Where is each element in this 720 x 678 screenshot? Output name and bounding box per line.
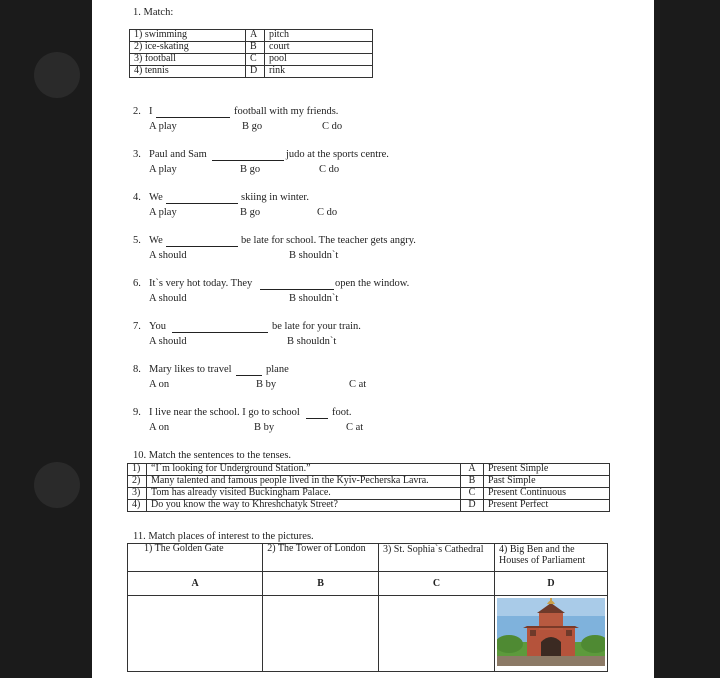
ex1-word: pitch <box>265 30 373 42</box>
right-background <box>654 0 720 678</box>
option[interactable]: A on <box>149 379 170 390</box>
left-background <box>0 0 92 678</box>
ex10-sentence: Many talented and famous people lived in the Kyiv-Pecherska Lavra. <box>147 476 461 488</box>
ex10-num: 1) <box>128 464 147 476</box>
question-number: 6. <box>133 278 141 289</box>
question-text: It`s very hot today. They <box>149 278 253 289</box>
question-number: 8. <box>133 364 141 375</box>
question-text: We <box>149 235 163 246</box>
ex10-num: 4) <box>128 500 147 512</box>
option[interactable]: C at <box>349 379 367 390</box>
option[interactable]: B go <box>240 164 261 175</box>
answer-blank[interactable] <box>236 375 262 376</box>
place-name: 3) St. Sophia`s Cathedral <box>378 544 494 572</box>
ex10-letter: D <box>461 500 484 512</box>
worksheet-page <box>92 0 654 678</box>
ex1-word: court <box>265 42 373 54</box>
question-number: 9. <box>133 407 141 418</box>
ex1-item: 2) ice-skating <box>130 42 246 54</box>
picture-cell <box>263 596 379 672</box>
question-text: judo at the sports centre. <box>286 149 389 160</box>
ex10-letter: B <box>461 476 484 488</box>
option[interactable]: B by <box>256 379 277 390</box>
ex1-item: 1) swimming <box>130 30 246 42</box>
picture-cell <box>378 596 494 672</box>
answer-blank[interactable] <box>260 289 334 290</box>
place-name: 2) The Tower of London <box>263 544 379 572</box>
place-name: 1) The Golden Gate <box>128 544 263 572</box>
picture-letter: A <box>128 572 263 596</box>
question-text: Mary likes to travel <box>149 364 232 375</box>
ex1-letter: A <box>246 30 265 42</box>
option[interactable]: C do <box>322 121 343 132</box>
answer-blank[interactable] <box>172 332 268 333</box>
question-text: You <box>149 321 167 332</box>
option[interactable]: A play <box>149 164 177 175</box>
option[interactable]: A should <box>149 250 187 261</box>
answer-blank[interactable] <box>212 160 284 161</box>
ex1-letter: C <box>246 54 265 66</box>
question-number: 5. <box>133 235 141 246</box>
option[interactable]: C do <box>319 164 340 175</box>
ex1-table <box>129 29 373 78</box>
ex11-title: 11. Match places of interest to the pictures. <box>133 531 314 542</box>
question-number: 7. <box>133 321 141 332</box>
option[interactable]: C do <box>317 207 338 218</box>
ex10-title: 10. Match the sentences to the tenses. <box>133 450 292 461</box>
ex11-table <box>127 543 608 672</box>
question-text: football with my friends. <box>234 106 339 117</box>
ex10-tense: Past Simple <box>484 476 610 488</box>
option[interactable]: B shouldn`t <box>289 250 339 261</box>
picture-letter: C <box>378 572 494 596</box>
option[interactable]: A play <box>149 121 177 132</box>
option[interactable]: A should <box>149 336 187 347</box>
option[interactable]: A should <box>149 293 187 304</box>
ex10-table <box>127 463 610 512</box>
ex10-letter: A <box>461 464 484 476</box>
question-number: 3. <box>133 149 141 160</box>
answer-blank[interactable] <box>156 117 230 118</box>
question-text: open the window. <box>335 278 410 289</box>
ex1-letter: D <box>246 66 265 78</box>
ex1-item: 4) tennis <box>130 66 246 78</box>
ex1-title: 1. Match: <box>133 7 174 18</box>
blurred-circle <box>34 462 80 508</box>
ex10-tense: Present Continuous <box>484 488 610 500</box>
question-text: Paul and Sam <box>149 149 207 160</box>
option[interactable]: B by <box>254 422 275 433</box>
option[interactable]: C at <box>346 422 364 433</box>
ex10-tense: Present Perfect <box>484 500 610 512</box>
ex10-sentence: “I`m looking for Underground Station.” <box>147 464 461 476</box>
blurred-circle <box>34 52 80 98</box>
ex10-tense: Present Simple <box>484 464 610 476</box>
question-text: skiing in winter. <box>241 192 309 203</box>
ex10-sentence: Tom has already visited Buckingham Palace. <box>147 488 461 500</box>
ex1-item: 3) football <box>130 54 246 66</box>
ex1-word: rink <box>265 66 373 78</box>
ex10-num: 2) <box>128 476 147 488</box>
question-text: I live near the school. I go to school <box>149 407 300 418</box>
picture-letter: D <box>495 572 608 596</box>
ex10-sentence: Do you know the way to Khreshchatyk Street? <box>147 500 461 512</box>
answer-blank[interactable] <box>306 418 328 419</box>
picture-cell <box>495 596 608 672</box>
question-number: 2. <box>133 106 141 117</box>
question-text: plane <box>266 364 289 375</box>
place-name: 4) Big Ben and the Houses of Parliament <box>495 544 608 572</box>
question-text: be late for your train. <box>272 321 361 332</box>
ex10-num: 3) <box>128 488 147 500</box>
question-text: be late for school. The teacher gets angry. <box>241 235 416 246</box>
picture-cell <box>128 596 263 672</box>
option[interactable]: B shouldn`t <box>289 293 339 304</box>
answer-blank[interactable] <box>166 246 238 247</box>
answer-blank[interactable] <box>166 203 238 204</box>
question-text: I <box>149 106 153 117</box>
question-text: We <box>149 192 163 203</box>
picture-letter: B <box>263 572 379 596</box>
ex1-word: pool <box>265 54 373 66</box>
question-text: foot. <box>332 407 352 418</box>
ex1-letter: B <box>246 42 265 54</box>
option[interactable]: B go <box>240 207 261 218</box>
option[interactable]: B shouldn`t <box>287 336 337 347</box>
golden-gate-picture <box>497 598 605 666</box>
question-number: 4. <box>133 192 141 203</box>
option[interactable]: A play <box>149 207 177 218</box>
ex10-letter: C <box>461 488 484 500</box>
option[interactable]: B go <box>242 121 263 132</box>
option[interactable]: A on <box>149 422 170 433</box>
